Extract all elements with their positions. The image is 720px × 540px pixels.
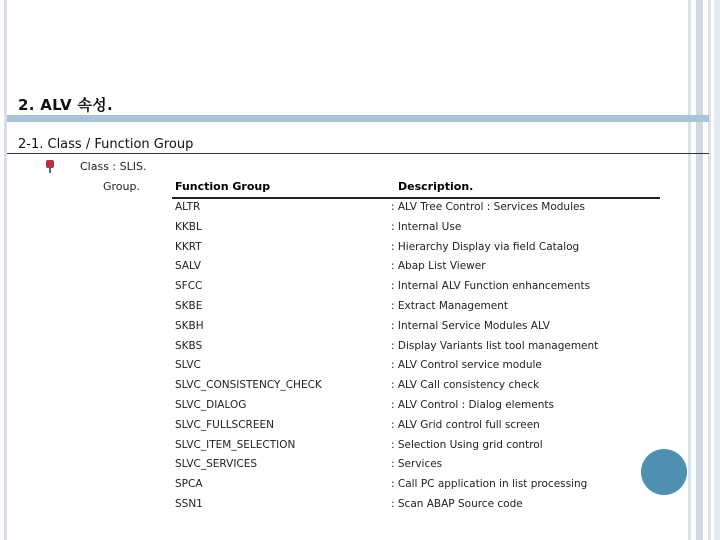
function-group-description: : ALV Control : Dialog elements: [391, 398, 554, 411]
table-row: [0, 319, 720, 339]
function-group-name: ALTR: [175, 201, 201, 213]
function-group-name: SLVC_DIALOG: [175, 398, 247, 411]
function-group-description: : Internal Use: [391, 220, 462, 233]
table-row: [0, 339, 720, 359]
table-row: [0, 477, 720, 497]
function-group-name: KKBL: [175, 220, 202, 233]
function-group-name: KKRT: [175, 240, 202, 253]
subtitle-divider: [7, 153, 709, 154]
function-group-name: SLVC_ITEM_SELECTION: [175, 438, 296, 451]
table-row: [0, 299, 720, 319]
function-group-description: : Selection Using grid control: [391, 438, 543, 451]
function-group-description: : ALV Tree Control : Services Modules: [391, 201, 585, 213]
slide-title: 2. ALV 속성.: [18, 96, 113, 114]
table-row: [0, 358, 720, 378]
function-group-description: : Extract Management: [391, 299, 508, 312]
function-group-description: : ALV Call consistency check: [391, 379, 540, 392]
function-group-name: SKBH: [175, 319, 204, 332]
table-row: [0, 457, 720, 477]
function-group-description: : Abap List Viewer: [391, 260, 486, 273]
bullet-icon: [46, 160, 54, 168]
function-group-name: SKBS: [175, 339, 203, 352]
header-description: Description.: [398, 180, 474, 193]
function-group-name: SALV: [175, 260, 201, 273]
bullet-stem: [49, 168, 51, 173]
table-row: [0, 200, 720, 220]
function-group-description: : Services: [391, 458, 443, 471]
section-subtitle: 2-1. Class / Function Group: [18, 137, 194, 152]
table-row: [0, 418, 720, 438]
header-underline: [172, 197, 660, 199]
table-row: [0, 259, 720, 279]
function-group-description: : Call PC application in list processing: [391, 478, 588, 491]
table-row: [0, 240, 720, 260]
table-row: [0, 378, 720, 398]
table-row: [0, 438, 720, 458]
function-group-name: SSN1: [175, 497, 203, 510]
group-label: Group.: [103, 180, 140, 193]
function-group-description: : Display Variants list tool management: [391, 339, 599, 352]
title-underline-bar: [7, 115, 709, 122]
function-group-name: SLVC_FULLSCREEN: [175, 418, 274, 431]
class-line: Class : SLIS.: [80, 160, 147, 173]
table-row: [0, 497, 720, 517]
function-group-name: SFCC: [175, 280, 203, 293]
function-group-table: [0, 200, 720, 517]
function-group-description: : Hierarchy Display via field Catalog: [391, 240, 580, 253]
function-group-name: SLVC_CONSISTENCY_CHECK: [175, 379, 322, 392]
function-group-description: : ALV Grid control full screen: [391, 418, 540, 431]
function-group-description: : Internal ALV Function enhancements: [391, 280, 591, 293]
function-group-description: : Internal Service Modules ALV: [391, 319, 550, 332]
table-row: [0, 220, 720, 240]
function-group-name: SLVC_SERVICES: [175, 458, 258, 471]
function-group-description: : ALV Control service module: [391, 359, 542, 372]
function-group-name: SPCA: [175, 478, 203, 491]
function-group-name: SLVC: [175, 359, 201, 372]
table-row: [0, 279, 720, 299]
function-group-name: SKBE: [175, 299, 203, 312]
table-row: [0, 398, 720, 418]
function-group-description: : Scan ABAP Source code: [391, 497, 523, 510]
decorative-circle: [641, 449, 687, 495]
header-function-group: Function Group: [175, 180, 271, 193]
